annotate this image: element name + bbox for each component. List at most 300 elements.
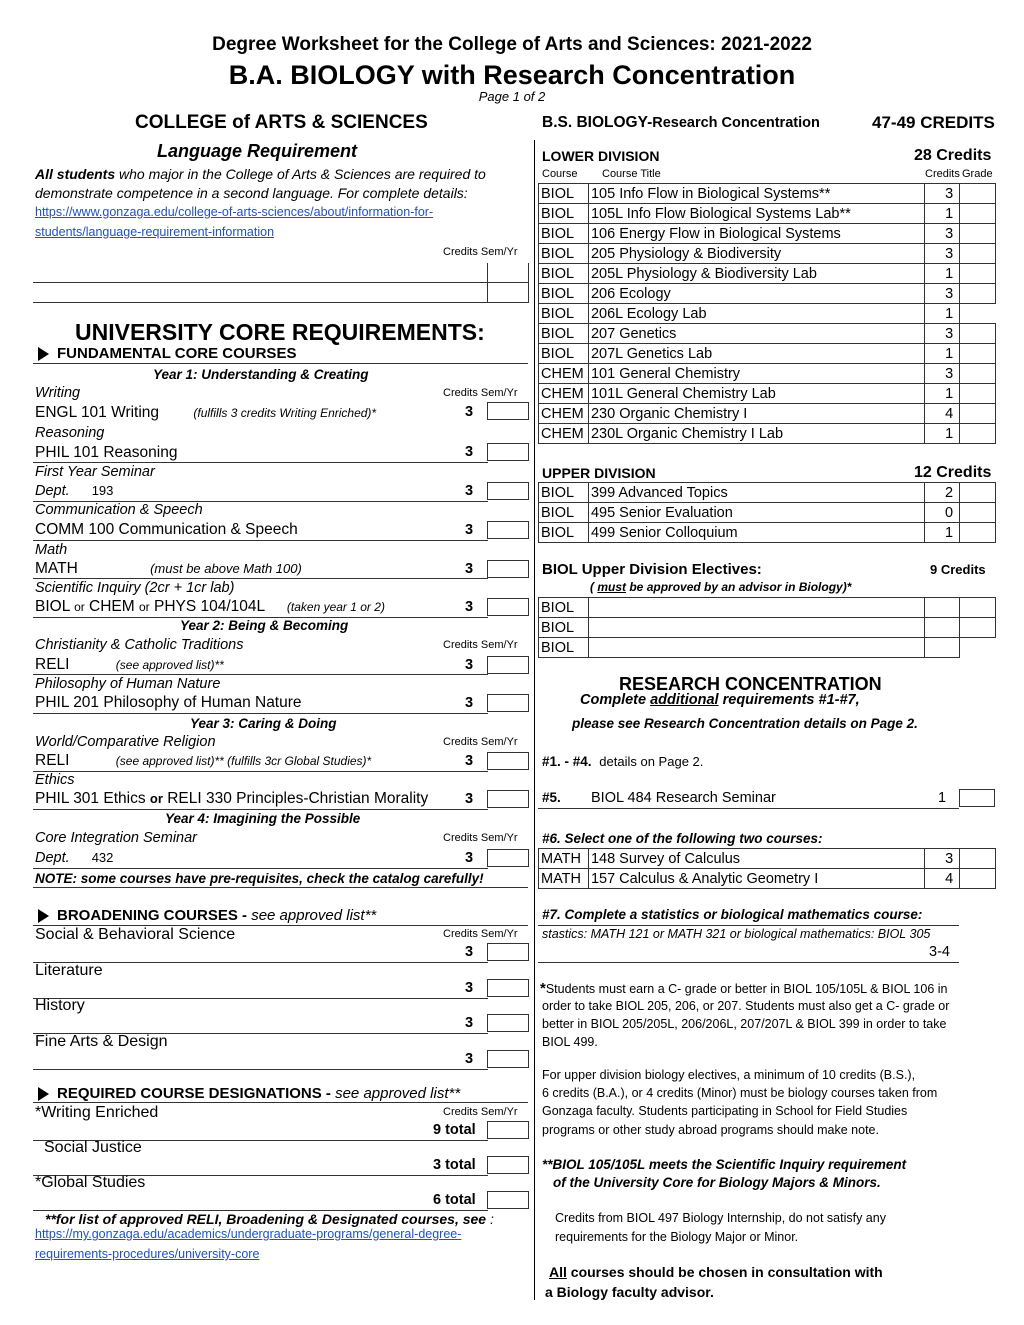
course-title: 205L Physiology & Biodiversity Lab (588, 264, 924, 284)
phil101-sem-box[interactable] (487, 443, 529, 461)
phil201-sem-box[interactable] (487, 694, 529, 712)
course-dept: BIOL (539, 284, 589, 304)
advisor-note-2: a Biology faculty advisor. (545, 1284, 714, 1300)
course-title: 205 Physiology & Biodiversity (588, 244, 924, 264)
course-dept: BIOL (539, 264, 589, 284)
year1-heading: Year 1: Understanding & Creating (153, 367, 369, 382)
req-7-heading: #7. Complete a statistics or biological mathematics course: (542, 907, 923, 922)
designations-label: REQUIRED COURSE DESIGNATIONS - (57, 1085, 336, 1102)
social-justice-total: 3 total (433, 1157, 476, 1173)
comm-credits: 3 (465, 522, 474, 538)
comm-line (33, 540, 488, 541)
course-credits (925, 618, 960, 638)
language-box-edge (528, 263, 529, 303)
course-title[interactable] (588, 598, 924, 618)
ethics-category: Ethics (35, 772, 75, 788)
research-sub-additional: additional (650, 692, 719, 708)
sci-note: (taken year 1 or 2) (286, 600, 385, 614)
electives-heading: BIOL Upper Division Electives: (542, 561, 762, 578)
reli-line (33, 674, 488, 675)
engl-credits: 3 (465, 404, 474, 420)
note-electives-3: Gonzaga faculty. Students participating in School for Field Studies (542, 1104, 908, 1118)
lower-course-row (539, 364, 996, 384)
elective-row (539, 638, 996, 658)
course-dept: BIOL (539, 344, 589, 364)
language-line-2 (33, 302, 528, 303)
language-link-line-2[interactable]: students/language-requirement-information (35, 225, 275, 239)
col-grade: Grade (962, 168, 993, 180)
fundamental-heading (38, 345, 296, 362)
fundamental-label: FUNDAMENTAL CORE COURSES (57, 345, 297, 362)
engl-sem-box[interactable] (487, 402, 529, 420)
lower-course-row (539, 384, 996, 404)
language-text-bold: All students (35, 166, 116, 182)
course-credits: 3 (925, 324, 960, 344)
math-line (33, 578, 488, 579)
engl-label: ENGL 101 Writing (35, 404, 160, 421)
reli-note: (see approved list)** (115, 658, 224, 672)
writing-enriched: *Writing Enriched (35, 1104, 159, 1121)
elective-row (539, 618, 996, 638)
course-title: 101 General Chemistry (588, 364, 924, 384)
course-dept: MATH (539, 849, 589, 869)
course-title: 206L Ecology Lab (588, 304, 924, 324)
phil201-course: PHIL 201 Philosophy of Human Nature (35, 694, 302, 711)
language-link-line-1[interactable]: https://www.gonzaga.edu/college-of-arts-sciences/about/information-for- (35, 205, 434, 219)
sci-or-2: or (139, 600, 150, 614)
course-credits: 3 (925, 224, 960, 244)
grade-box[interactable] (960, 424, 996, 444)
global-studies: *Global Studies (35, 1174, 146, 1191)
course-credits: 3 (925, 849, 960, 869)
credits-semyr-label: Credits Sem/Yr (443, 639, 518, 651)
course-credits: 3 (925, 364, 960, 384)
lower-division-credits: 28 Credits (914, 147, 992, 164)
course-title: 230 Organic Chemistry I (588, 404, 924, 424)
course-dept: BIOL (539, 304, 589, 324)
broadening-label: BROADENING COURSES - (57, 907, 252, 924)
course-dept: BIOL (539, 184, 589, 204)
electives-note-rest: be approved by an advisor in Biology)* (626, 580, 852, 594)
course-credits: 1 (925, 264, 960, 284)
social-credits: 3 (465, 944, 474, 960)
course-credits: 4 (925, 869, 960, 889)
note-electives-2: 6 credits (B.A.), or 4 credits (Minor) must be biology courses taken from (542, 1086, 938, 1100)
cis-line (33, 868, 488, 869)
global-studies-total: 6 total (433, 1192, 476, 1208)
req-6-heading: #6. Select one of the following two courses: (542, 831, 823, 846)
req-7-credits: 3-4 (929, 944, 950, 960)
course-title: 105 Info Flow in Biological Systems** (588, 184, 924, 204)
req-1-4-label: #1. - #4. (542, 754, 592, 769)
fys-sem-box[interactable] (487, 482, 529, 500)
note-grades-3: better in BIOL 205/205L, 206/206L, 207/207L & BIOL 399 in order to take (542, 1017, 947, 1031)
credits-semyr-label: Credits Sem/Yr (443, 928, 518, 940)
sci-sem-box[interactable] (487, 598, 529, 616)
course-dept: BIOL (539, 523, 589, 543)
language-heading: Language Requirement (157, 141, 358, 161)
req-7-line (538, 962, 959, 963)
col-credits: Credits (925, 168, 960, 180)
phil301-or: or (149, 791, 163, 806)
sci-course (35, 598, 385, 616)
fys-credits: 3 (465, 483, 474, 499)
prereq-note: NOTE: some courses have pre-requisites, check the catalog carefully! (35, 871, 484, 886)
course-dept: BIOL (539, 324, 589, 344)
lower-division-heading: LOWER DIVISION (542, 148, 660, 164)
grade-box[interactable] (960, 598, 996, 618)
req-6-table (538, 848, 996, 889)
course-credits (925, 598, 960, 618)
course-title[interactable] (588, 638, 924, 658)
social-science: Social & Behavioral Science (35, 926, 236, 943)
christianity-category: Christianity & Catholic Traditions (35, 637, 244, 653)
course-title: 157 Calculus & Analytic Geometry I (588, 869, 924, 889)
grade-box[interactable] (960, 244, 996, 264)
req-7-sub: stastics: MATH 121 or MATH 321 or biological mathematics: BIOL 305 (542, 927, 931, 941)
fine-arts: Fine Arts & Design (35, 1033, 168, 1050)
cis-category: Core Integration Seminar (35, 830, 197, 846)
fundamental-underline (33, 363, 528, 364)
social-justice-box[interactable] (487, 1156, 529, 1174)
note-grades-1 (540, 980, 947, 997)
cis-number: 432 (91, 850, 114, 865)
lower-course-row (539, 344, 996, 364)
req6-course-row (539, 849, 996, 869)
course-dept: CHEM (539, 364, 589, 384)
reli-course (35, 656, 224, 674)
phil201-line (33, 713, 488, 714)
footer-link-line-1[interactable]: https://my.gonzaga.edu/academics/undergraduate-programs/general-degree- (35, 1227, 462, 1241)
engl-note: (fulfills 3 credits Writing Enriched)* (193, 406, 377, 420)
worksheet-title: Degree Worksheet for the College of Arts and Sciences: 2021-2022 (212, 34, 812, 55)
grade-box[interactable] (960, 284, 996, 304)
req6-course-row (539, 869, 996, 889)
col-course: Course (542, 168, 578, 180)
electives-credits: 9 Credits (930, 562, 986, 577)
course-title: 106 Energy Flow in Biological Systems (588, 224, 924, 244)
global-studies-box[interactable] (487, 1191, 529, 1209)
grade-box[interactable] (960, 344, 996, 364)
note-grades-4: BIOL 499. (542, 1035, 598, 1049)
col-title: Course Title (602, 168, 661, 180)
course-title: 207 Genetics (588, 324, 924, 344)
math-category: Math (35, 542, 68, 558)
literature: Literature (35, 962, 103, 979)
reli2-line (33, 771, 488, 772)
phn-category: Philosophy of Human Nature (35, 676, 221, 692)
math-credits: 3 (465, 561, 474, 577)
cis-course (35, 850, 113, 866)
sci-or-1: or (74, 600, 85, 614)
comm-category: Communication & Speech (35, 502, 203, 518)
fys-course (35, 483, 113, 499)
footer-note-colon: : (490, 1211, 494, 1227)
course-credits (925, 638, 960, 658)
college-heading: COLLEGE of ARTS & SCIENCES (135, 112, 428, 133)
cis-dept: Dept. (35, 850, 70, 866)
note-internship-1: Credits from BIOL 497 Biology Internship, do not satisfy any (555, 1211, 886, 1225)
course-credits: 1 (925, 344, 960, 364)
grade-box[interactable] (960, 869, 996, 889)
fine-arts-sem-box[interactable] (487, 1050, 529, 1068)
course-title: 105L Info Flow Biological Systems Lab** (588, 204, 924, 224)
course-title: 206 Ecology (588, 284, 924, 304)
writing-category: Writing (35, 385, 81, 401)
note-grades-text: Students must earn a C- grade or better in BIOL 105/105L & BIOL 106 in (545, 982, 948, 996)
bs-credits: 47-49 CREDITS (872, 113, 995, 132)
advisor-note-all: All (549, 1264, 567, 1280)
req-5-credits: 1 (938, 790, 947, 806)
fine-arts-line (33, 1069, 488, 1070)
broadening-heading (38, 907, 376, 924)
language-text-line-1 (35, 166, 486, 182)
req-7-top-line (538, 925, 959, 926)
req-1-4-text: details on Page 2. (599, 754, 704, 769)
language-line-1 (33, 282, 528, 283)
designations-underline (33, 1102, 528, 1103)
fys-category: First Year Seminar (35, 464, 155, 480)
credits-semyr-label: Credits Sem/Yr (443, 832, 518, 844)
course-dept: BIOL (539, 618, 589, 638)
lower-course-row (539, 304, 996, 324)
course-credits: 1 (925, 523, 960, 543)
sci-biol: BIOL (35, 598, 70, 615)
grade-box[interactable] (960, 264, 996, 284)
grade-box[interactable] (960, 618, 996, 638)
phil101-credits: 3 (465, 444, 474, 460)
math-note: (must be above Math 100) (150, 561, 302, 576)
credits-semyr-label: Credits Sem/Yr (443, 736, 518, 748)
note-grades-2: order to take BIOL 205, 206, or 207. Students must also get a C- grade or (542, 999, 950, 1013)
course-title: 495 Senior Evaluation (588, 503, 924, 523)
grade-box[interactable] (960, 503, 996, 523)
fys-number: 193 (91, 483, 114, 498)
elective-row (539, 598, 996, 618)
note-electives-1: For upper division biology electives, a minimum of 10 credits (B.S.), (542, 1068, 916, 1082)
req-5-course: BIOL 484 Research Seminar (591, 790, 776, 806)
lower-course-row (539, 324, 996, 344)
language-box-divider (487, 263, 488, 303)
note-sci-inquiry-2: of the University Core for Biology Majors & Minors. (553, 1175, 881, 1190)
year2-heading: Year 2: Being & Becoming (180, 618, 349, 633)
grade-box[interactable] (960, 638, 996, 658)
phil301-credits: 3 (465, 791, 474, 807)
footer-note-text: **for list of approved RELI, Broadening & Designated courses, see (45, 1211, 487, 1227)
bs-sub: Research Concentration (652, 115, 820, 131)
course-title: 101L General Chemistry Lab (588, 384, 924, 404)
reli-sem-box[interactable] (487, 656, 529, 674)
course-title: 230L Organic Chemistry I Lab (588, 424, 924, 444)
comm-sem-box[interactable] (487, 521, 529, 539)
grade-box[interactable] (960, 304, 996, 324)
grade-box[interactable] (960, 324, 996, 344)
upper-course-row (539, 523, 996, 543)
course-credits: 1 (925, 424, 960, 444)
writing-enriched-box[interactable] (487, 1121, 529, 1139)
grade-box[interactable] (960, 404, 996, 424)
course-title: 399 Advanced Topics (588, 483, 924, 503)
req-5-grade-box[interactable] (959, 789, 995, 807)
course-credits: 1 (925, 204, 960, 224)
lower-course-row (539, 244, 996, 264)
designations-heading (38, 1085, 460, 1102)
sci-chem: CHEM (89, 598, 135, 615)
grade-box[interactable] (960, 483, 996, 503)
sci-phys: PHYS 104/104L (153, 598, 265, 615)
footer-note (45, 1211, 494, 1227)
lower-course-row (539, 224, 996, 244)
course-credits: 0 (925, 503, 960, 523)
lower-division-table (538, 183, 996, 444)
literature-line (33, 998, 488, 999)
grade-box[interactable] (960, 364, 996, 384)
reasoning-category: Reasoning (35, 425, 105, 441)
triangle-bullet-icon (38, 1087, 49, 1101)
triangle-bullet-icon (38, 909, 49, 923)
literature-credits: 3 (465, 980, 474, 996)
course-credits: 2 (925, 483, 960, 503)
lower-course-row (539, 424, 996, 444)
math-course (35, 560, 302, 578)
electives-note-open: ( (590, 580, 598, 594)
electives-table (538, 597, 996, 658)
social-sem-box[interactable] (487, 943, 529, 961)
page-number: Page 1 of 2 (478, 89, 546, 104)
math-label: MATH (35, 560, 78, 577)
research-sub-complete: Complete (580, 692, 651, 708)
upper-division-table (538, 482, 996, 543)
language-text-line-2: demonstrate competence in a second language. For complete details: (35, 185, 468, 201)
course-dept: BIOL (539, 244, 589, 264)
history: History (35, 997, 85, 1014)
upper-course-row (539, 483, 996, 503)
advisor-note-1 (549, 1264, 883, 1280)
req-5-line (538, 808, 959, 809)
bs-title: B.S. BIOLOGY- (542, 114, 653, 131)
electives-note-must: must (597, 580, 627, 594)
course-dept: BIOL (539, 483, 589, 503)
course-credits: 3 (925, 284, 960, 304)
broadening-see: see approved list** (251, 907, 377, 924)
world-religion-category: World/Comparative Religion (35, 734, 216, 750)
course-dept: BIOL (539, 638, 589, 658)
core-heading: UNIVERSITY CORE REQUIREMENTS: (75, 319, 485, 345)
advisor-note-rest: courses should be chosen in consultation with (566, 1264, 883, 1280)
footer-link-line-2[interactable]: requirements-procedures/university-core (35, 1247, 260, 1261)
upper-division-heading: UPPER DIVISION (542, 465, 656, 481)
credits-semyr-label: Credits Sem/Yr (443, 246, 518, 258)
column-divider (534, 140, 535, 1300)
reli2-sem-box[interactable] (487, 752, 529, 770)
research-sub-2: please see Research Concentration details on Page 2. (572, 716, 918, 731)
reli2-note: (see approved list)** (fulfills 3cr Global Studies)* (115, 754, 372, 768)
course-credits: 3 (925, 184, 960, 204)
math-sem-box[interactable] (487, 560, 529, 578)
course-dept: CHEM (539, 404, 589, 424)
lower-course-row (539, 204, 996, 224)
lower-course-row (539, 184, 996, 204)
fys-dept: Dept. (35, 483, 70, 499)
course-dept: BIOL (539, 598, 589, 618)
phil301-sem-box[interactable] (487, 790, 529, 808)
credits-semyr-label: Credits Sem/Yr (443, 387, 518, 399)
col-credits-grade (925, 168, 996, 180)
req-1-4 (542, 754, 703, 769)
course-dept: CHEM (539, 424, 589, 444)
language-text-rest: who major in the College of Arts & Sciences are required to (115, 166, 486, 182)
upper-division-credits: 12 Credits (914, 464, 992, 481)
grade-box[interactable] (960, 224, 996, 244)
course-credits: 1 (925, 384, 960, 404)
year3-heading: Year 3: Caring & Doing (190, 716, 337, 731)
program-title: B.A. BIOLOGY with Research Concentration (228, 60, 796, 90)
research-heading: RESEARCH CONCENTRATION (619, 674, 882, 694)
course-dept: MATH (539, 869, 589, 889)
grade-box[interactable] (960, 204, 996, 224)
grade-box[interactable] (960, 523, 996, 543)
writing-enriched-total: 9 total (433, 1122, 476, 1138)
triangle-bullet-icon (38, 347, 49, 361)
grade-box[interactable] (960, 849, 996, 869)
note-line (33, 887, 528, 888)
cis-credits: 3 (465, 850, 474, 866)
social-justice: Social Justice (44, 1139, 142, 1156)
reli2-label: RELI (35, 752, 70, 769)
course-title: 148 Survey of Calculus (588, 849, 924, 869)
note-sci-inquiry-1: **BIOL 105/105L meets the Scientific Inquiry requirement (542, 1157, 907, 1172)
phil301-label: PHIL 301 Ethics (35, 790, 146, 807)
course-credits: 1 (925, 304, 960, 324)
course-dept: CHEM (539, 384, 589, 404)
course-title: 207L Genetics Lab (588, 344, 924, 364)
reli2-course (35, 752, 371, 770)
grade-box[interactable] (960, 184, 996, 204)
course-title: 499 Senior Colloquium (588, 523, 924, 543)
course-title[interactable] (588, 618, 924, 638)
lower-course-row (539, 404, 996, 424)
credits-semyr-label: Credits Sem/Yr (443, 1106, 518, 1118)
research-sub-requirements: requirements #1-#7, (718, 692, 860, 708)
sci-credits: 3 (465, 599, 474, 615)
phil101-course: PHIL 101 Reasoning (35, 444, 178, 461)
year4-heading: Year 4: Imagining the Possible (165, 811, 361, 826)
literature-sem-box[interactable] (487, 979, 529, 997)
bs-heading (542, 114, 820, 132)
history-credits: 3 (465, 1015, 474, 1031)
req-5-label: #5. (542, 790, 561, 805)
sci-category: Scientific Inquiry (2cr + 1cr lab) (35, 580, 235, 596)
course-dept: BIOL (539, 224, 589, 244)
engl-course (35, 404, 376, 422)
phil301-line (33, 809, 488, 810)
history-sem-box[interactable] (487, 1014, 529, 1032)
lower-course-row (539, 264, 996, 284)
cis-sem-box[interactable] (487, 849, 529, 867)
designations-see: see approved list** (335, 1085, 461, 1102)
phil301-course (35, 790, 428, 808)
note-grades-star: * (540, 980, 546, 997)
course-dept: BIOL (539, 503, 589, 523)
note-internship-2: requirements for the Biology Major or Minor. (555, 1230, 799, 1244)
note-electives-4: programs or other study abroad programs should make note. (542, 1123, 879, 1137)
phil201-credits: 3 (465, 695, 474, 711)
reli2-credits: 3 (465, 753, 474, 769)
grade-box[interactable] (960, 384, 996, 404)
lower-course-row (539, 284, 996, 304)
upper-course-row (539, 503, 996, 523)
reli330-label: RELI 330 Principles-Christian Morality (167, 790, 429, 807)
